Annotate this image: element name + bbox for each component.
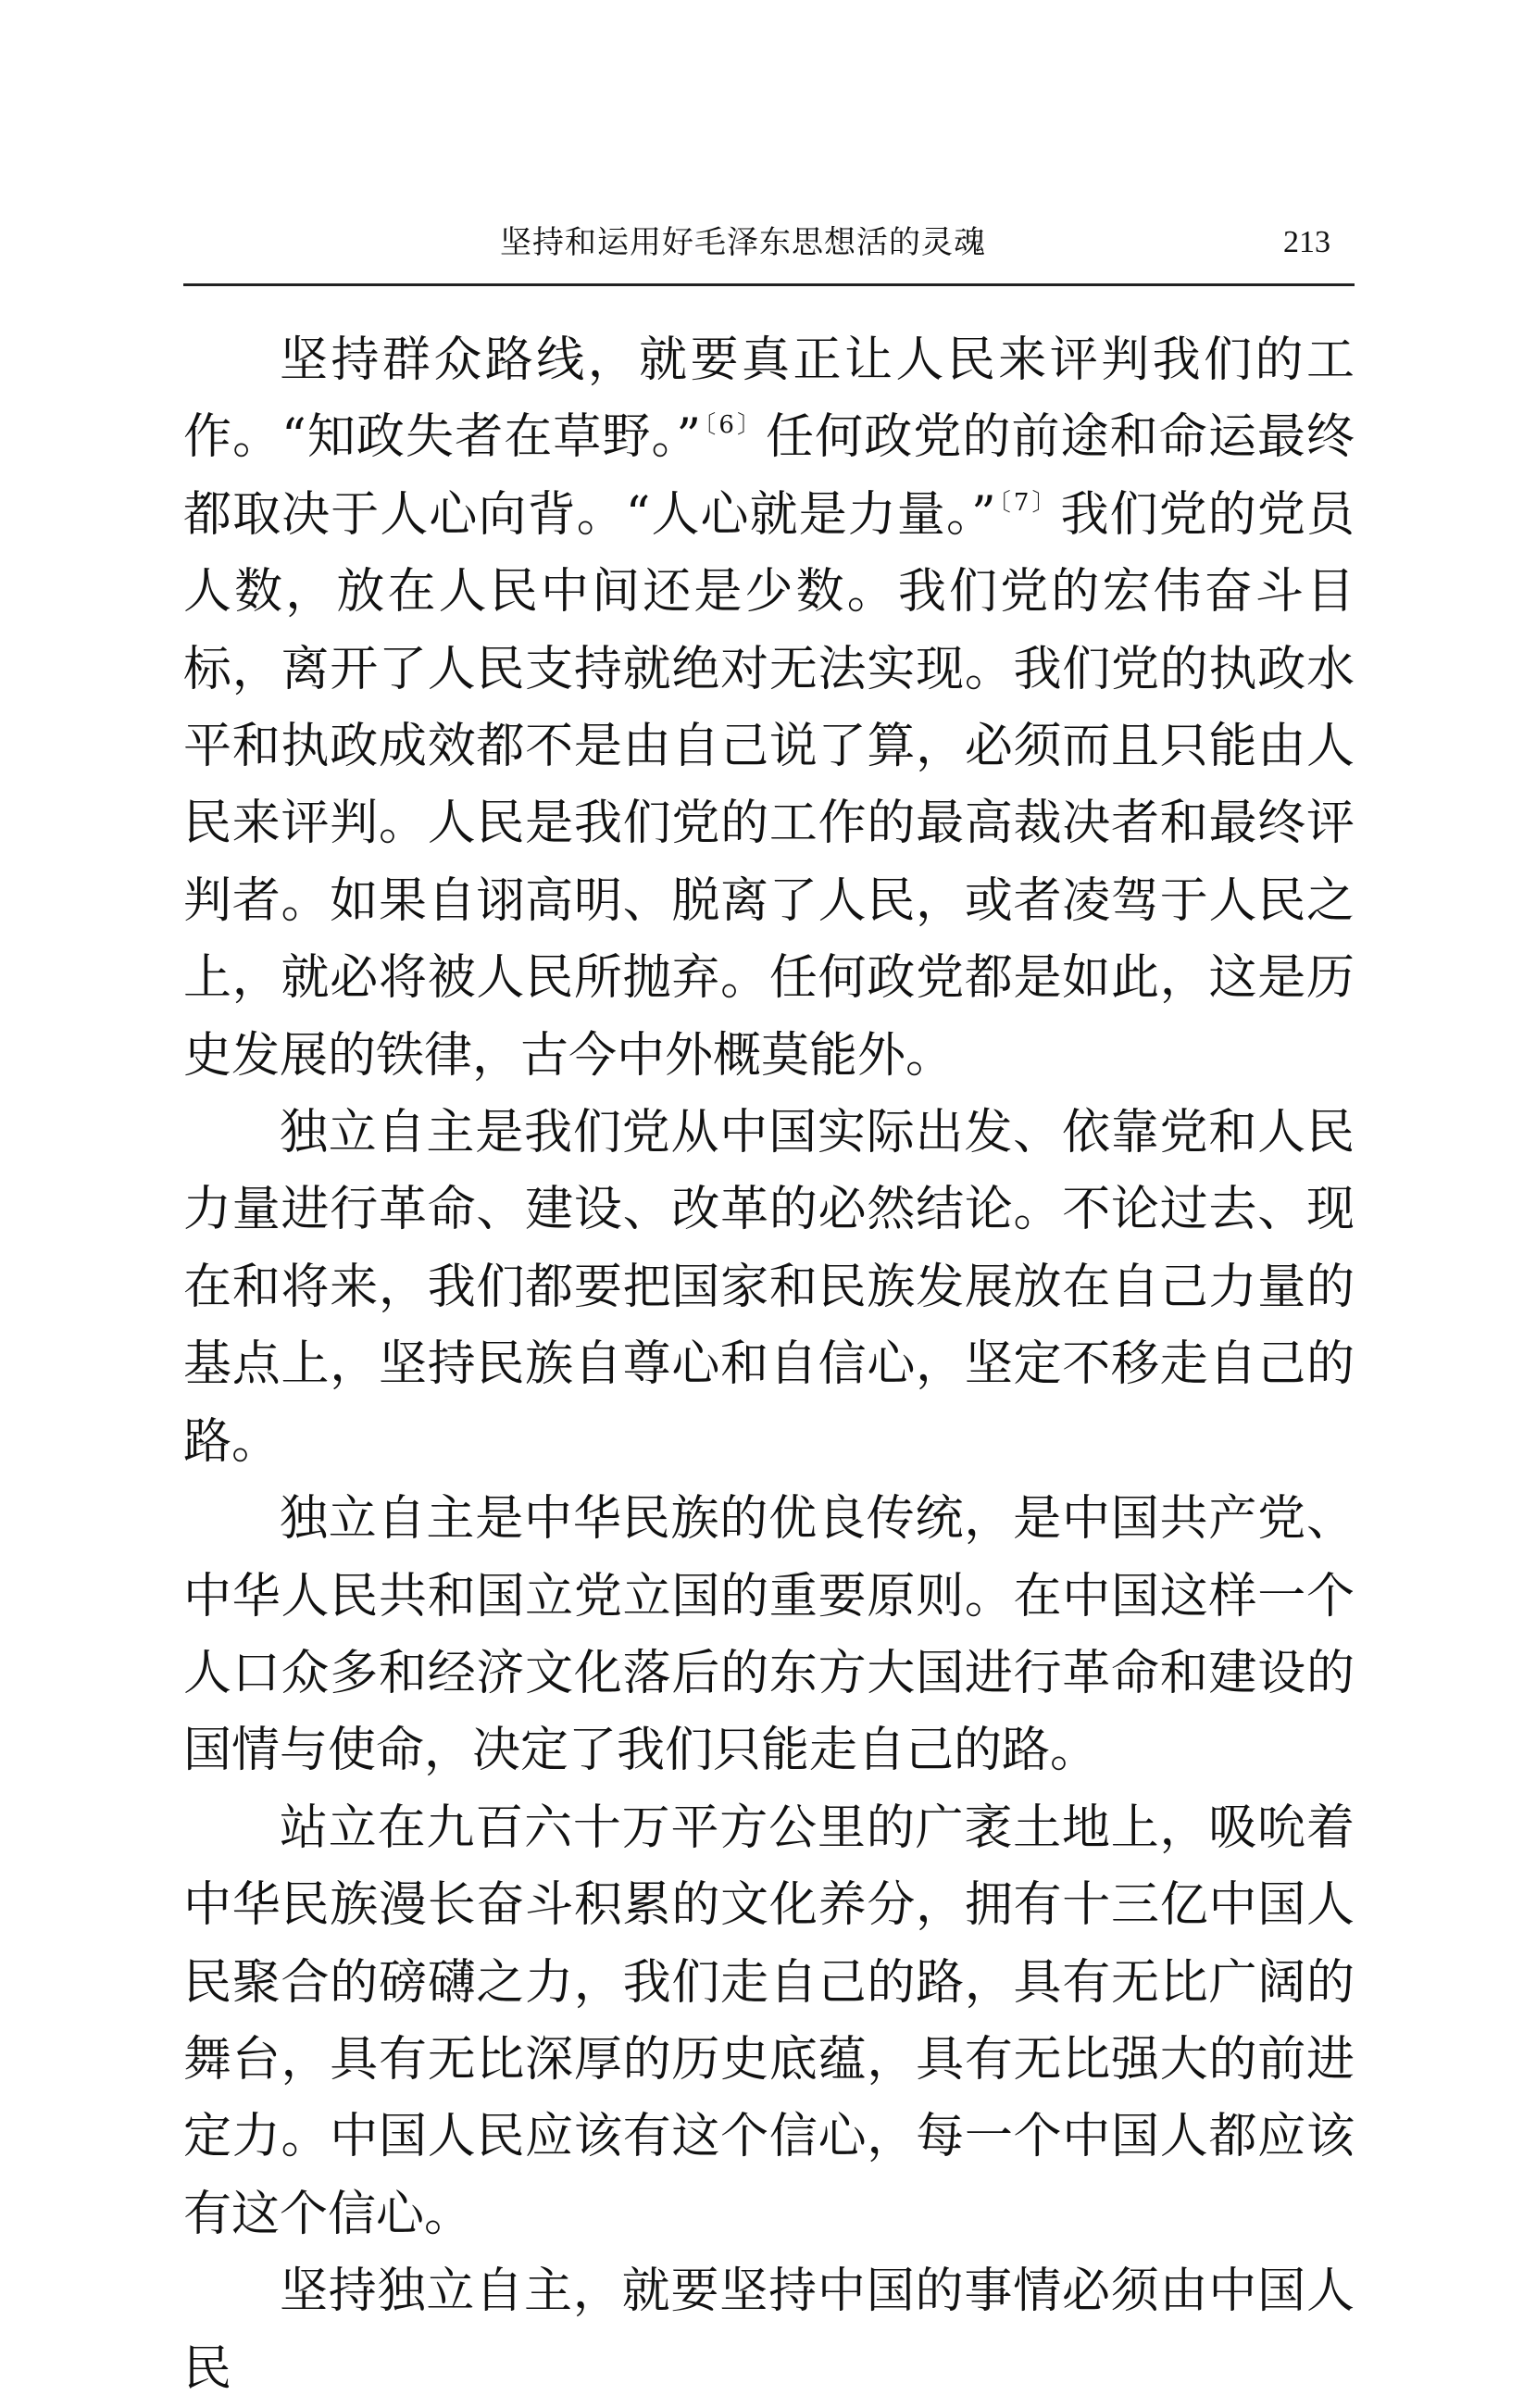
paragraph-text: 独立自主是我们党从中国实际出发、依靠党和人民力量进行革命、建设、改革的必然结论。不论过去、现在和将来，我们都要把国家和民族发展放在自己力量的基点上，坚持民族自尊心和自信心，坚定不移走自己的路。 (183, 1105, 1355, 1470)
footnote-ref: 〔7〕 (997, 488, 1059, 517)
paragraph-text: 我们党的党员人数，放在人民中间还是少数。我们党的宏伟奋斗目标，离开了人民支持就绝对无法实现。我们党的执政水平和执政成效都不是由自己说了算，必须而且只能由人民来评判。人民是我们党的工作的最高裁决者和最终评判者。如果自诩高明、脱离了人民，或者凌驾于人民之上，就必将被人民所抛弃。任何政党都是如此，这是历史发展的铁律，古今中外概莫能外。 (183, 486, 1355, 1084)
paragraph-text: 站立在九百六十万平方公里的广袤土地上，吸吮着中华民族漫长奋斗积累的文化养分，拥有十三亿中国人民聚合的磅礴之力，我们走自己的路，具有无比广阔的舞台，具有无比深厚的历史底蕴，具有无比强大的前进定力。中国人民应该有这个信心，每一个中国人都应该有这个信心。 (183, 1800, 1355, 2242)
page-number: 213 (1283, 225, 1330, 259)
paragraph-text: 独立自主是中华民族的优良传统，是中国共产党、中华人民共和国立党立国的重要原则。在中国这样一个人口众多和经济文化落后的东方大国进行革命和建设的国情与使命，决定了我们只能走自己的路。 (183, 1491, 1355, 1779)
paragraph (183, 1790, 1355, 2253)
running-title: 坚持和运用好毛泽东思想活的灵魂 (500, 224, 986, 261)
paragraph (183, 322, 1355, 1095)
paragraph-text: 坚持群众路线，就要真正让人民来评判我们的工作。“知政失者在草野。” (183, 332, 1355, 466)
paragraph (183, 1095, 1355, 1481)
paragraph-text: 任何政党的前途和命运最终都取决于人心向背。“人心就是力量。” (183, 409, 1355, 543)
paragraph-text: 坚持独立自主，就要坚持中国的事情必须由中国人民 (183, 2264, 1355, 2397)
page-header (183, 215, 1355, 286)
paragraph (183, 2253, 1355, 2408)
footnote-ref: 〔6〕 (703, 411, 765, 440)
paragraph (183, 1481, 1355, 1790)
body-text (183, 322, 1355, 2408)
